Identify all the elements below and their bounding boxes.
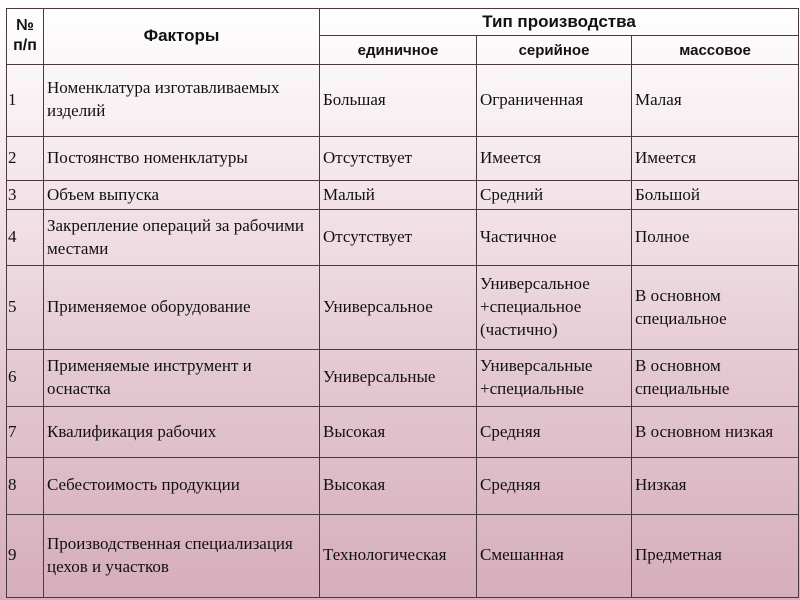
mass-cell: В основном специальное [632, 266, 799, 349]
mass-cell: Малая [632, 64, 799, 136]
factor-cell: Применяемые инструмент и оснастка [44, 349, 320, 407]
header-mass: массовое [632, 36, 799, 64]
table-row [7, 136, 799, 181]
table-row [7, 64, 799, 136]
header-single: единичное [320, 36, 477, 64]
mass-cell: В основном специальные [632, 349, 799, 407]
serial-cell: Ограниченная [477, 64, 632, 136]
single-cell: Универсальное [320, 266, 477, 349]
single-cell: Большая [320, 64, 477, 136]
table-row [7, 181, 799, 209]
serial-cell: Средний [477, 181, 632, 209]
row-number: 8 [7, 458, 44, 515]
factor-cell: Закрепление операций за рабочими местами [44, 209, 320, 266]
serial-cell: Универсальные +специальные [477, 349, 632, 407]
mass-cell: Предметная [632, 514, 799, 597]
factor-cell: Объем выпуска [44, 181, 320, 209]
table-row [7, 458, 799, 515]
single-cell: Универсальные [320, 349, 477, 407]
mass-cell: Большой [632, 181, 799, 209]
production-types-table [6, 8, 799, 598]
row-number: 9 [7, 514, 44, 597]
single-cell: Отсутствует [320, 136, 477, 181]
table-row [7, 514, 799, 597]
row-number: 4 [7, 209, 44, 266]
factor-cell: Производственная специализация цехов и участков [44, 514, 320, 597]
header-number [7, 9, 44, 65]
header-serial: серийное [477, 36, 632, 64]
mass-cell: Имеется [632, 136, 799, 181]
mass-cell: Низкая [632, 458, 799, 515]
factor-cell: Себестоимость продукции [44, 458, 320, 515]
single-cell: Высокая [320, 407, 477, 458]
table-row [7, 209, 799, 266]
serial-cell: Смешанная [477, 514, 632, 597]
single-cell: Отсутствует [320, 209, 477, 266]
mass-cell: В основном низкая [632, 407, 799, 458]
serial-cell: Универсальное +специальное (частично) [477, 266, 632, 349]
row-number: 7 [7, 407, 44, 458]
serial-cell: Частичное [477, 209, 632, 266]
serial-cell: Средняя [477, 458, 632, 515]
header-number-symbol: № [16, 17, 34, 35]
row-number: 5 [7, 266, 44, 349]
row-number: 1 [7, 64, 44, 136]
factor-cell: Номенклатура изготавливаемых изделий [44, 64, 320, 136]
header-number-abbr: п/п [13, 37, 37, 55]
single-cell: Технологическая [320, 514, 477, 597]
row-number: 2 [7, 136, 44, 181]
row-number: 3 [7, 181, 44, 209]
mass-cell: Полное [632, 209, 799, 266]
factor-cell: Постоянство номенклатуры [44, 136, 320, 181]
header-production-type: Тип производства [320, 9, 799, 36]
factor-cell: Квалификация рабочих [44, 407, 320, 458]
single-cell: Высокая [320, 458, 477, 515]
factor-cell: Применяемое оборудование [44, 266, 320, 349]
header-factors: Факторы [44, 9, 320, 65]
row-number: 6 [7, 349, 44, 407]
serial-cell: Средняя [477, 407, 632, 458]
table-row [7, 407, 799, 458]
single-cell: Малый [320, 181, 477, 209]
serial-cell: Имеется [477, 136, 632, 181]
table-row [7, 349, 799, 407]
table-row [7, 266, 799, 349]
